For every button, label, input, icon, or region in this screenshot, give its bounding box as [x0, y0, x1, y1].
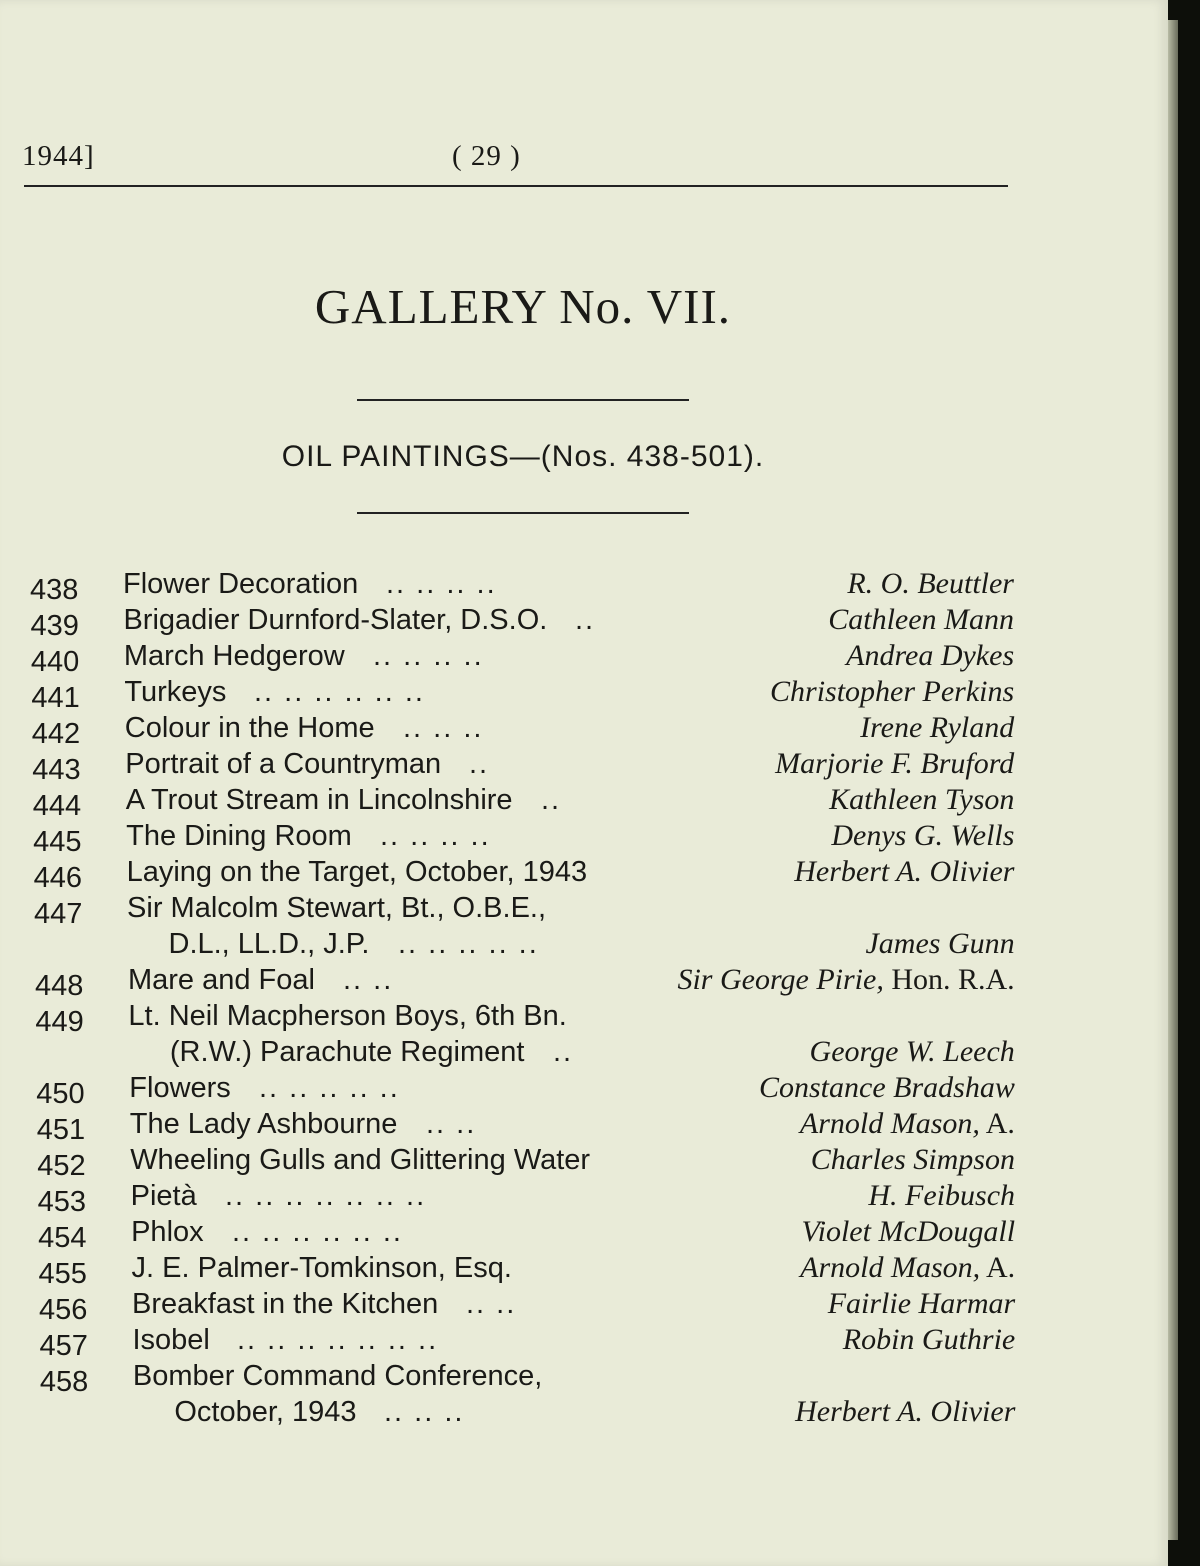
entry-row: [0, 890, 1046, 930]
entry-number: 457: [39, 1330, 88, 1362]
entry-row: [0, 746, 1046, 786]
entry-number: 439: [30, 610, 79, 642]
entry-number: 450: [36, 1078, 85, 1110]
entry-title: Wheeling Gulls and Glittering Water: [130, 1144, 591, 1176]
title-rule-bottom: [357, 512, 689, 514]
artist-name: Violet McDougall: [801, 1215, 1016, 1248]
entries-list: [0, 566, 1046, 1430]
entry-artist: [828, 1286, 1016, 1322]
entry-row: [0, 854, 1046, 894]
entry-number: 438: [30, 574, 79, 606]
artist-name: Robin Guthrie: [842, 1323, 1016, 1356]
entry-artist: [828, 602, 1014, 638]
artist-name: Andrea Dykes: [846, 639, 1015, 672]
artist-name: Constance Bradshaw: [759, 1071, 1015, 1104]
leader-dots: .. ..: [466, 1288, 517, 1320]
entry-number: 441: [31, 682, 80, 714]
entry-title: October, 1943: [174, 1396, 357, 1428]
entry-title: J. E. Palmer-Tomkinson, Esq.: [131, 1252, 512, 1284]
entry-row: [0, 1250, 1046, 1290]
entry-title: Portrait of a Countryman: [125, 748, 442, 780]
leader-dots: ..: [553, 1036, 574, 1068]
entry-row: [0, 926, 1046, 962]
entry-artist: [846, 638, 1014, 674]
entry-number: 451: [36, 1114, 86, 1146]
entry-title: Flower Decoration: [123, 568, 359, 600]
entry-row: [0, 1034, 1046, 1070]
entry-row: [0, 998, 1046, 1038]
artist-suffix: A.: [979, 1107, 1015, 1140]
entry-artist: [843, 1322, 1016, 1358]
entry-row: [0, 1070, 1046, 1110]
entry-row: [0, 818, 1046, 858]
entry-row: [0, 1214, 1046, 1254]
header-rule: [24, 185, 1008, 187]
leader-dots: ..: [541, 784, 562, 816]
artist-name: Arnold Mason,: [800, 1251, 981, 1284]
artist-name: Cathleen Mann: [828, 603, 1015, 636]
entry-artist: [794, 854, 1014, 890]
entry-number: 447: [34, 898, 83, 930]
entry-artist: [811, 1142, 1015, 1178]
entry-number: 452: [37, 1150, 86, 1182]
entry-artist: [795, 1394, 1015, 1430]
entry-number: 454: [38, 1222, 87, 1254]
leader-dots: .. ..: [343, 964, 394, 996]
entry-row: [0, 1358, 1046, 1398]
entry-artist: [829, 782, 1014, 818]
entry-row: [0, 566, 1046, 606]
page-edge: [1168, 20, 1178, 1540]
entry-row: [0, 1106, 1046, 1146]
entry-title: Brigadier Durnford-Slater, D.S.O.: [123, 604, 548, 636]
entry-artist: [677, 962, 1014, 998]
artist-suffix: A.: [980, 1251, 1016, 1284]
entry-title: Isobel: [132, 1324, 210, 1356]
entry-title: A Trout Stream in Lincolnshire: [125, 784, 513, 816]
artist-name: R. O. Beuttler: [847, 567, 1014, 600]
entry-row: [0, 1322, 1046, 1362]
leader-dots: .. .. .. ..: [386, 568, 497, 600]
page-number: ( 29 ): [452, 140, 521, 172]
entry-artist: [775, 746, 1014, 782]
leader-dots: .. .. .. .. .. .. ..: [225, 1180, 427, 1212]
entry-title: The Lady Ashbourne: [129, 1108, 398, 1140]
entry-artist: [847, 566, 1014, 602]
entry-title: D.L., LL.D., J.P.: [168, 928, 370, 960]
entry-title: Pietà: [130, 1180, 197, 1212]
entry-title: March Hedgerow: [123, 640, 345, 672]
entry-title: Lt. Neil Macpherson Boys, 6th Bn.: [128, 1000, 567, 1032]
entry-number: 446: [33, 862, 82, 894]
entry-row: [0, 1286, 1046, 1326]
entry-row: [0, 1178, 1046, 1218]
running-head: [22, 140, 1007, 180]
artist-suffix: Hon. R.A.: [883, 963, 1015, 996]
year-label: 1944]: [22, 140, 95, 172]
entry-artist: [860, 710, 1014, 746]
entry-row: [0, 674, 1046, 714]
entry-number: 448: [34, 970, 84, 1002]
artist-name: Charles Simpson: [810, 1143, 1015, 1176]
entry-row: [0, 782, 1046, 822]
entry-title: Phlox: [131, 1216, 204, 1248]
leader-dots: .. .. .. .. .. ..: [254, 676, 425, 708]
entry-artist: [800, 1106, 1015, 1142]
entry-artist: [810, 1034, 1015, 1070]
entry-artist: [800, 1250, 1015, 1286]
entry-number: 458: [39, 1366, 89, 1398]
artist-name: James Gunn: [865, 927, 1015, 960]
leader-dots: .. .. .. .. .. .. ..: [237, 1324, 439, 1356]
entry-title: Bomber Command Conference,: [132, 1360, 543, 1392]
leader-dots: .. .. ..: [403, 712, 484, 744]
entry-row: [0, 962, 1046, 1002]
artist-name: Sir George Pirie,: [677, 963, 884, 996]
entry-row: [0, 1394, 1046, 1430]
entry-title: The Dining Room: [126, 820, 352, 852]
entry-number: 444: [32, 790, 82, 822]
entry-title: Turkeys: [124, 676, 227, 708]
leader-dots: .. ..: [426, 1108, 477, 1140]
entry-artist: [831, 818, 1014, 854]
section-subtitle: OIL PAINTINGS—(Nos. 438-501).: [281, 440, 765, 473]
entry-row: [0, 638, 1046, 678]
artist-name: Arnold Mason,: [799, 1107, 980, 1140]
entry-number: 440: [30, 646, 80, 678]
entry-title: Flowers: [129, 1072, 231, 1104]
entry-number: 445: [33, 826, 82, 858]
leader-dots: .. .. .. .. .. ..: [232, 1216, 403, 1248]
entry-title: Breakfast in the Kitchen: [132, 1288, 439, 1320]
entry-row: [0, 710, 1046, 750]
artist-name: Denys G. Wells: [831, 819, 1015, 852]
entry-number: 449: [35, 1006, 84, 1038]
artist-name: Christopher Perkins: [770, 675, 1015, 708]
entry-number: 443: [32, 754, 81, 786]
entry-artist: [865, 926, 1014, 962]
artist-name: George W. Leech: [809, 1035, 1015, 1068]
entry-number: 456: [39, 1294, 88, 1326]
entry-number: 442: [31, 718, 81, 750]
entry-artist: [770, 674, 1014, 710]
entry-number: 455: [38, 1258, 87, 1290]
entry-title: Sir Malcolm Stewart, Bt., O.B.E.,: [127, 892, 547, 924]
leader-dots: .. .. .. .. ..: [398, 928, 539, 960]
entry-title: (R.W.) Parachute Regiment: [169, 1036, 525, 1068]
leader-dots: .. .. .. ..: [373, 640, 484, 672]
entry-title: Laying on the Target, October, 1943: [126, 856, 588, 888]
artist-name: Marjorie F. Bruford: [775, 747, 1015, 780]
entry-artist: [759, 1070, 1015, 1106]
leader-dots: .. .. ..: [384, 1396, 465, 1428]
entry-artist: [868, 1178, 1015, 1214]
artist-name: Kathleen Tyson: [829, 783, 1015, 816]
leader-dots: ..: [575, 604, 596, 636]
entry-artist: [802, 1214, 1016, 1250]
artist-name: H. Feibusch: [868, 1179, 1016, 1212]
artist-name: Irene Ryland: [860, 711, 1015, 744]
artist-name: Fairlie Harmar: [827, 1287, 1016, 1320]
title-rule-top: [357, 399, 689, 401]
entry-title: Mare and Foal: [127, 964, 315, 996]
leader-dots: .. .. .. .. ..: [259, 1072, 400, 1104]
artist-name: Herbert A. Olivier: [794, 855, 1015, 888]
entry-row: [0, 1142, 1046, 1182]
entry-title: Colour in the Home: [124, 712, 375, 744]
leader-dots: ..: [469, 748, 490, 780]
entry-number: 453: [37, 1186, 87, 1218]
leader-dots: .. .. .. ..: [380, 820, 491, 852]
artist-name: Herbert A. Olivier: [795, 1395, 1016, 1428]
entry-row: [0, 602, 1046, 642]
gallery-title: GALLERY No. VII.: [314, 279, 732, 334]
